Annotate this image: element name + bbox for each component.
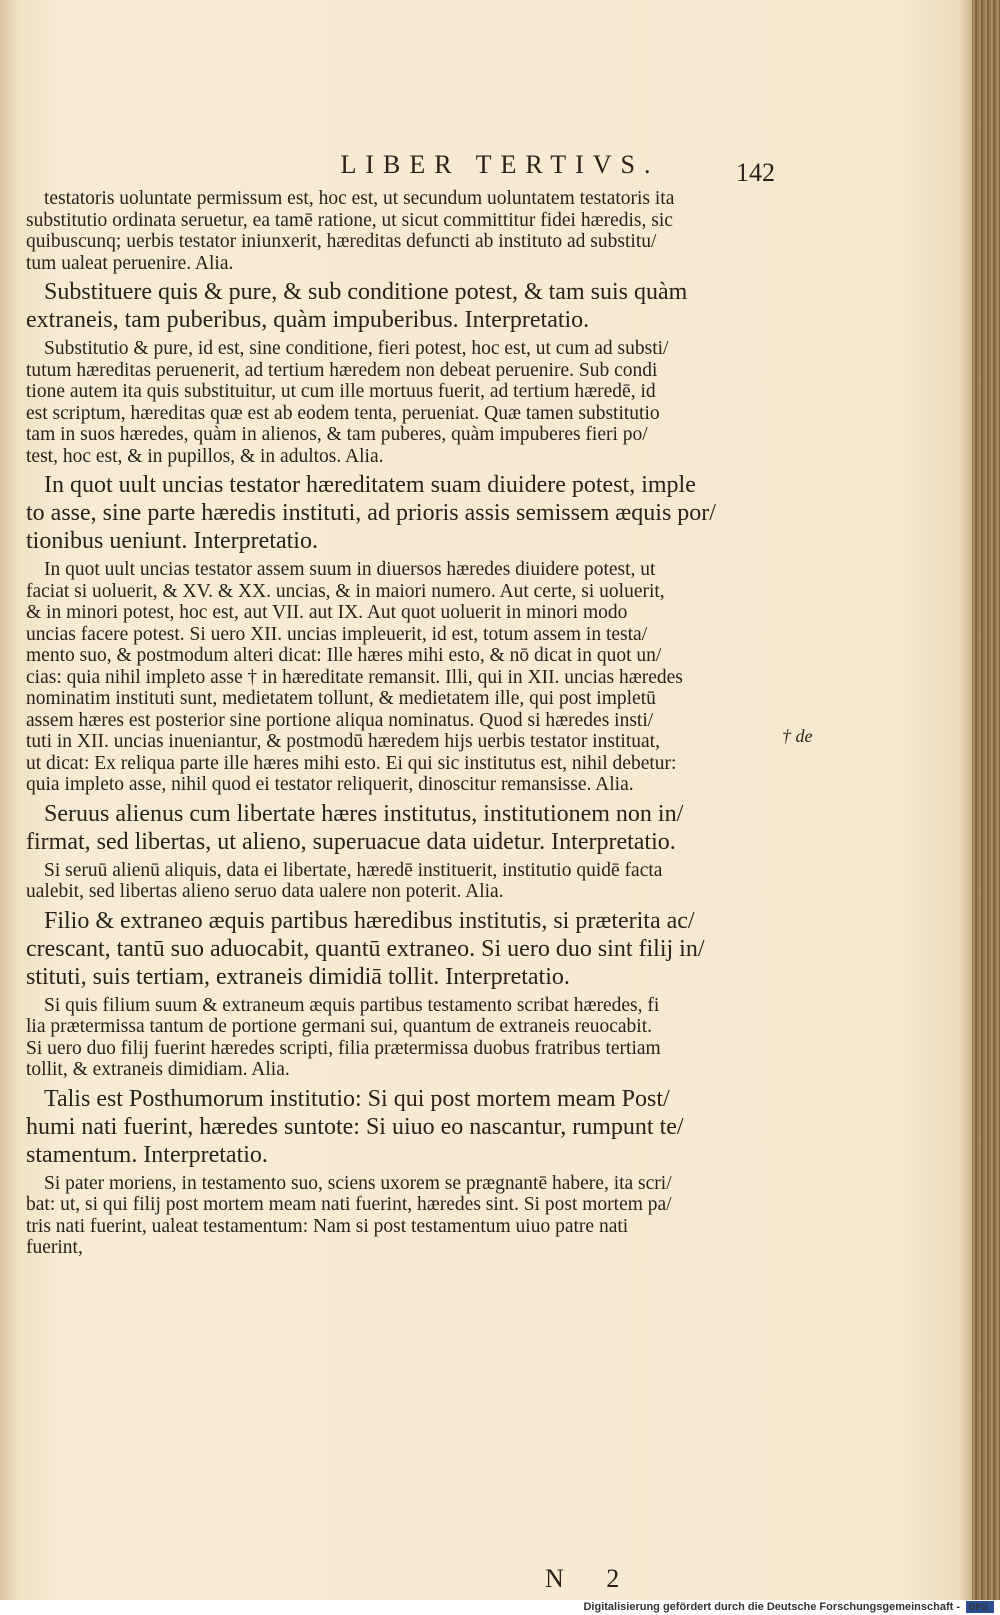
- text-line: Seruus alienus cum libertate hæres institutus, institutionem non in/: [44, 800, 684, 827]
- dfg-logo: DFG: [966, 1601, 994, 1613]
- commentary-paragraph: [26, 559, 766, 796]
- text-line: tione autem ita quis substituitur, ut cum ille mortuus fuerit, ad tertium hæredē, id: [26, 381, 656, 402]
- signature-mark: N 2: [545, 1564, 638, 1593]
- rule-paragraph: [26, 800, 766, 856]
- text-line: testatoris uoluntate permissum est, hoc est, ut secundum uoluntatem testatoris ita: [44, 188, 675, 209]
- footer-bar: [0, 1600, 1000, 1615]
- text-line: tam in suos hæredes, quàm in alienos, & tam puberes, quàm impuberes fieri po/: [26, 424, 648, 445]
- margin-note: † de: [782, 726, 813, 746]
- commentary-paragraph: [26, 338, 766, 467]
- text-line: uncias facere potest. Si uero XII. uncias impleuerit, id est, totum assem in testa/: [26, 623, 648, 645]
- text-line: cias: quia nihil impleto asse † in hæreditate remansit. Illi, qui in XII. uncias hæredes: [26, 666, 683, 688]
- text-line: quibuscunq; uerbis testator iniunxerit, hæreditas defuncti ab instituto ad substitu/: [26, 231, 657, 252]
- text-line: nominatim instituti sunt, medietatem tollunt, & medietatem ille, qui post impletū: [26, 688, 656, 709]
- text-line: tionibus ueniunt. Interpretatio.: [26, 528, 318, 554]
- text-line: Si quis filium suum & extraneum æquis partibus testamento scribat hæredes, fi: [44, 994, 660, 1016]
- commentary-paragraph: [26, 188, 766, 274]
- text-line: test, hoc est, & in pupillos, & in adultos. Alia.: [26, 445, 384, 467]
- text-line: Substituere quis & pure, & sub conditione potest, & tam suis quàm: [44, 279, 688, 305]
- main-text: [26, 188, 766, 1259]
- text-line: humi nati fuerint, hæredes suntote: Si uiuo eo nascantur, rumpunt te/: [26, 1113, 684, 1140]
- text-line: crescant, tantū suo aduocabit, quantū extraneo. Si uero duo sint filij in/: [26, 935, 705, 962]
- book-edge: [972, 0, 1000, 1600]
- running-header: LIBER TERTIVS.: [340, 150, 660, 179]
- text-line: fuerint,: [26, 1237, 83, 1258]
- commentary-paragraph: [26, 995, 766, 1081]
- text-line: stamentum. Interpretatio.: [26, 1141, 268, 1168]
- text-line: tollit, & extraneis dimidiam. Alia.: [26, 1059, 290, 1080]
- text-line: firmat, sed libertas, ut alieno, superuacue data uidetur. Interpretatio.: [26, 828, 676, 855]
- text-line: quia impleto asse, nihil quod ei testator reliquerit, dinoscitur remansisse. Alia.: [26, 774, 634, 795]
- text-line: ualebit, sed libertas alieno seruo data ualere non poterit. Alia.: [26, 881, 504, 902]
- text-line: tris nati fuerint, ualeat testamentum: Nam si post testamentum uiuo patre nati: [26, 1215, 629, 1237]
- text-line: substitutio ordinata seruetur, ea tamē ratione, ut sicut committitur fidei hæredis, sic: [26, 209, 673, 231]
- footer-credit: Digitalisierung gefördert durch die Deutsche Forschungsgemeinschaft -: [583, 1601, 960, 1613]
- text-line: Si seruū alienū aliquis, data ei libertate, hæredē instituerit, institutio quidē facta: [44, 859, 663, 881]
- rule-paragraph: [26, 1085, 766, 1169]
- folio-number: 142: [736, 158, 775, 187]
- text-line: tum ualeat peruenire. Alia.: [26, 252, 234, 274]
- text-line: faciat si uoluerit, & XV. & XX. uncias, & in maiori numero. Aut certe, si uoluerit,: [26, 580, 665, 602]
- rule-paragraph: [26, 471, 766, 555]
- text-line: Talis est Posthumorum institutio: Si qui post mortem meam Post/: [44, 1085, 670, 1112]
- text-line: Substitutio & pure, id est, sine conditione, fieri potest, hoc est, ut cum ad substi/: [44, 338, 669, 359]
- text-line: ut dicat: Ex reliqua parte ille hæres mihi esto. Ei qui sic institutus est, nihil debetur:: [26, 752, 677, 774]
- text-line: Si uero duo filij fuerint hæredes scripti, filia prætermissa duobus fratribus tertiam: [26, 1037, 661, 1059]
- rule-paragraph: [26, 907, 766, 991]
- text-line: In quot uult uncias testator assem suum in diuersos hæredes diuidere potest, ut: [44, 559, 656, 580]
- text-line: extraneis, tam puberibus, quàm impuberibus. Interpretatio.: [26, 307, 590, 333]
- rule-paragraph: [26, 278, 766, 334]
- text-line: tutum hæreditas peruenerit, ad tertium hæredem non debeat peruenire. Sub condi: [26, 359, 658, 381]
- text-line: est scriptum, hæreditas quæ est ab eodem tenta, perueniat. Quæ tamen substitutio: [26, 402, 660, 424]
- commentary-paragraph: [26, 1173, 766, 1259]
- text-line: to asse, sine parte hæredis instituti, ad prioris assis semissem æquis por/: [26, 500, 716, 526]
- text-line: In quot uult uncias testator hæreditatem suam diuidere potest, imple: [44, 472, 696, 498]
- text-line: bat: ut, si qui filij post mortem meam nati fuerint, hæredes sint. Si post mortem pa/: [26, 1194, 672, 1215]
- commentary-paragraph: [26, 860, 766, 903]
- text-line: Si pater moriens, in testamento suo, sciens uxorem se prægnantē habere, ita scri/: [44, 1172, 672, 1194]
- text-line: tuti in XII. uncias inueniantur, & postmodū hæredem hijs uerbis testator instituat,: [26, 731, 660, 752]
- text-line: mento suo, & postmodum alteri dicat: Ille hæres mihi esto, & nō dicat in quot un/: [26, 645, 662, 666]
- text-line: assem hæres est posterior sine portione aliqua nominatus. Quod si hæredes insti/: [26, 709, 654, 731]
- text-line: Filio & extraneo æquis partibus hæredibus institutis, si præterita ac/: [44, 907, 695, 934]
- text-line: lia prætermissa tantum de portione germani sui, quantum de extraneis reuocabit.: [26, 1016, 652, 1037]
- text-line: stituti, suis tertiam, extraneis dimidiā tollit. Interpretatio.: [26, 963, 570, 990]
- text-line: & in minori potest, hoc est, aut VII. aut IX. Aut quot uoluerit in minori modo: [26, 602, 628, 623]
